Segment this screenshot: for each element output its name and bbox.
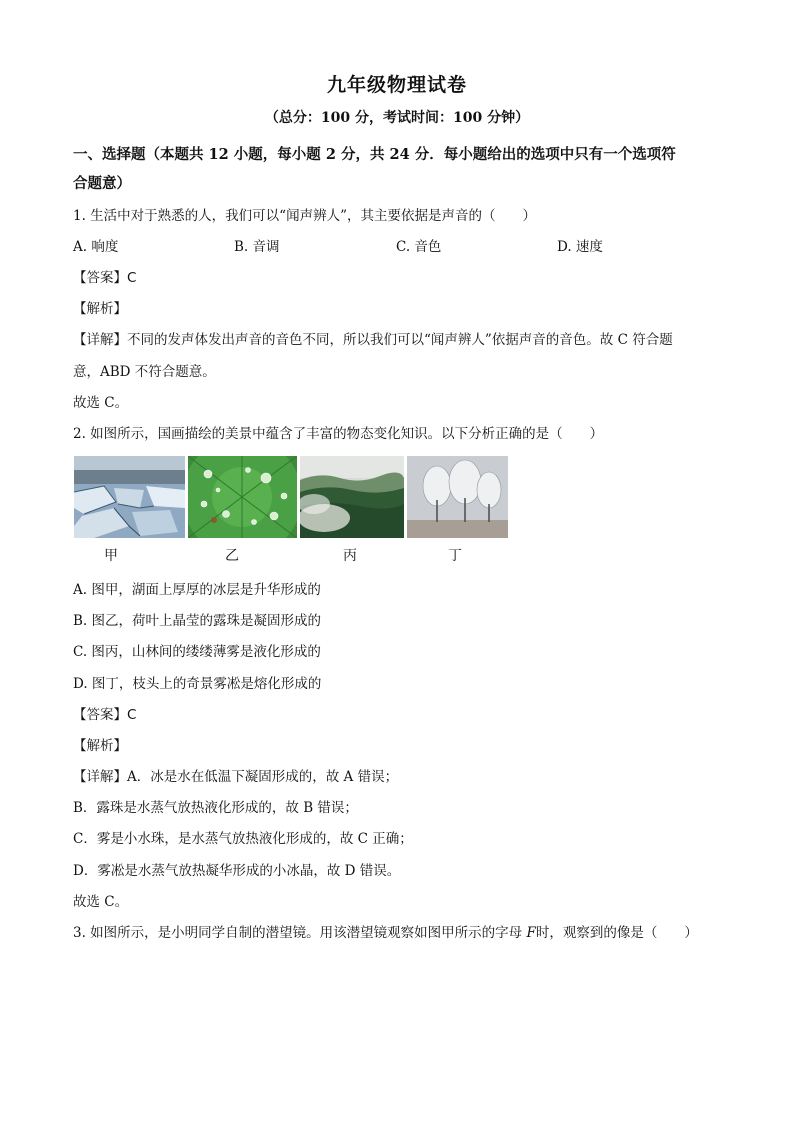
caption-yi: 乙 (225, 548, 239, 564)
q2-option-d: D. 图丁，枝头上的奇景雾凇是熔化形成的 (73, 676, 322, 692)
q3-letter: F (526, 925, 536, 941)
q2-option-c: C. 图丙，山林间的缕缕薄雾是液化形成的 (73, 644, 321, 660)
q1-stem: 1. 生活中对于熟悉的人，我们可以“闻声辨人”，其主要依据是声音的（ ） (73, 208, 536, 224)
q3-stem-part2: 时，观察到的像是（ ） (535, 925, 698, 941)
caption-jia: 甲 (104, 548, 118, 564)
photo-lotus-dew (188, 456, 297, 538)
section-heading: 一、选择题（本题共 12 小题，每小题 2 分，共 24 分．每小题给出的选项中只有一个选项符 (73, 146, 676, 163)
q2-detail-b: B．露珠是水蒸气放热液化形成的，故 B 错误； (73, 800, 358, 816)
q2-option-a: A. 图甲，湖面上厚厚的冰层是升华形成的 (73, 582, 321, 598)
q1-analysis-label: 【解析】 (73, 301, 127, 317)
page-subtitle: （总分：100 分，考试时间：100 分钟） (264, 110, 530, 126)
q1-option-b: B. 音调 (234, 239, 280, 255)
q1-conclusion: 故选 C。 (73, 395, 129, 411)
page-title: 九年级物理试卷 (326, 74, 467, 96)
photo-rime-trees (407, 456, 508, 538)
q2-stem: 2. 如图所示，国画描绘的美景中蕴含了丰富的物态变化知识。以下分析正确的是（ ） (73, 426, 604, 442)
q3-stem (73, 921, 698, 941)
q2-option-b: B. 图乙，荷叶上晶莹的露珠是凝固形成的 (73, 613, 322, 629)
q2-answer: 【答案】C (73, 707, 137, 723)
photo-misty-forest (300, 456, 404, 538)
q1-detail-cont: 意，ABD 不符合题意。 (73, 364, 216, 380)
q2-analysis-label: 【解析】 (73, 738, 127, 754)
q1-detail: 【详解】不同的发声体发出声音的音色不同，所以我们可以“闻声辨人”依据声音的音色。故 C 符合题 (73, 332, 673, 348)
q1-option-a: A. 响度 (73, 239, 119, 255)
q1-option-d: D. 速度 (557, 239, 603, 255)
q2-conclusion: 故选 C。 (73, 894, 129, 910)
q3-stem-part1: 3. 如图所示，是小明同学自制的潜望镜。用该潜望镜观察如图甲所示的字母 (73, 925, 527, 941)
q1-option-c: C. 音色 (396, 239, 442, 255)
q2-detail-a: 【详解】A．冰是水在低温下凝固形成的，故 A 错误； (73, 769, 399, 785)
photo-frozen-lake (74, 456, 185, 538)
section-heading-cont: 合题意） (73, 175, 131, 192)
caption-ding: 丁 (448, 548, 462, 564)
caption-bing: 丙 (343, 548, 357, 564)
q2-detail-d: D．雾凇是水蒸气放热凝华形成的小冰晶，故 D 错误。 (73, 863, 401, 879)
q1-answer: 【答案】C (73, 270, 137, 286)
q2-detail-c: C．雾是小水珠，是水蒸气放热液化形成的，故 C 正确； (73, 831, 413, 847)
